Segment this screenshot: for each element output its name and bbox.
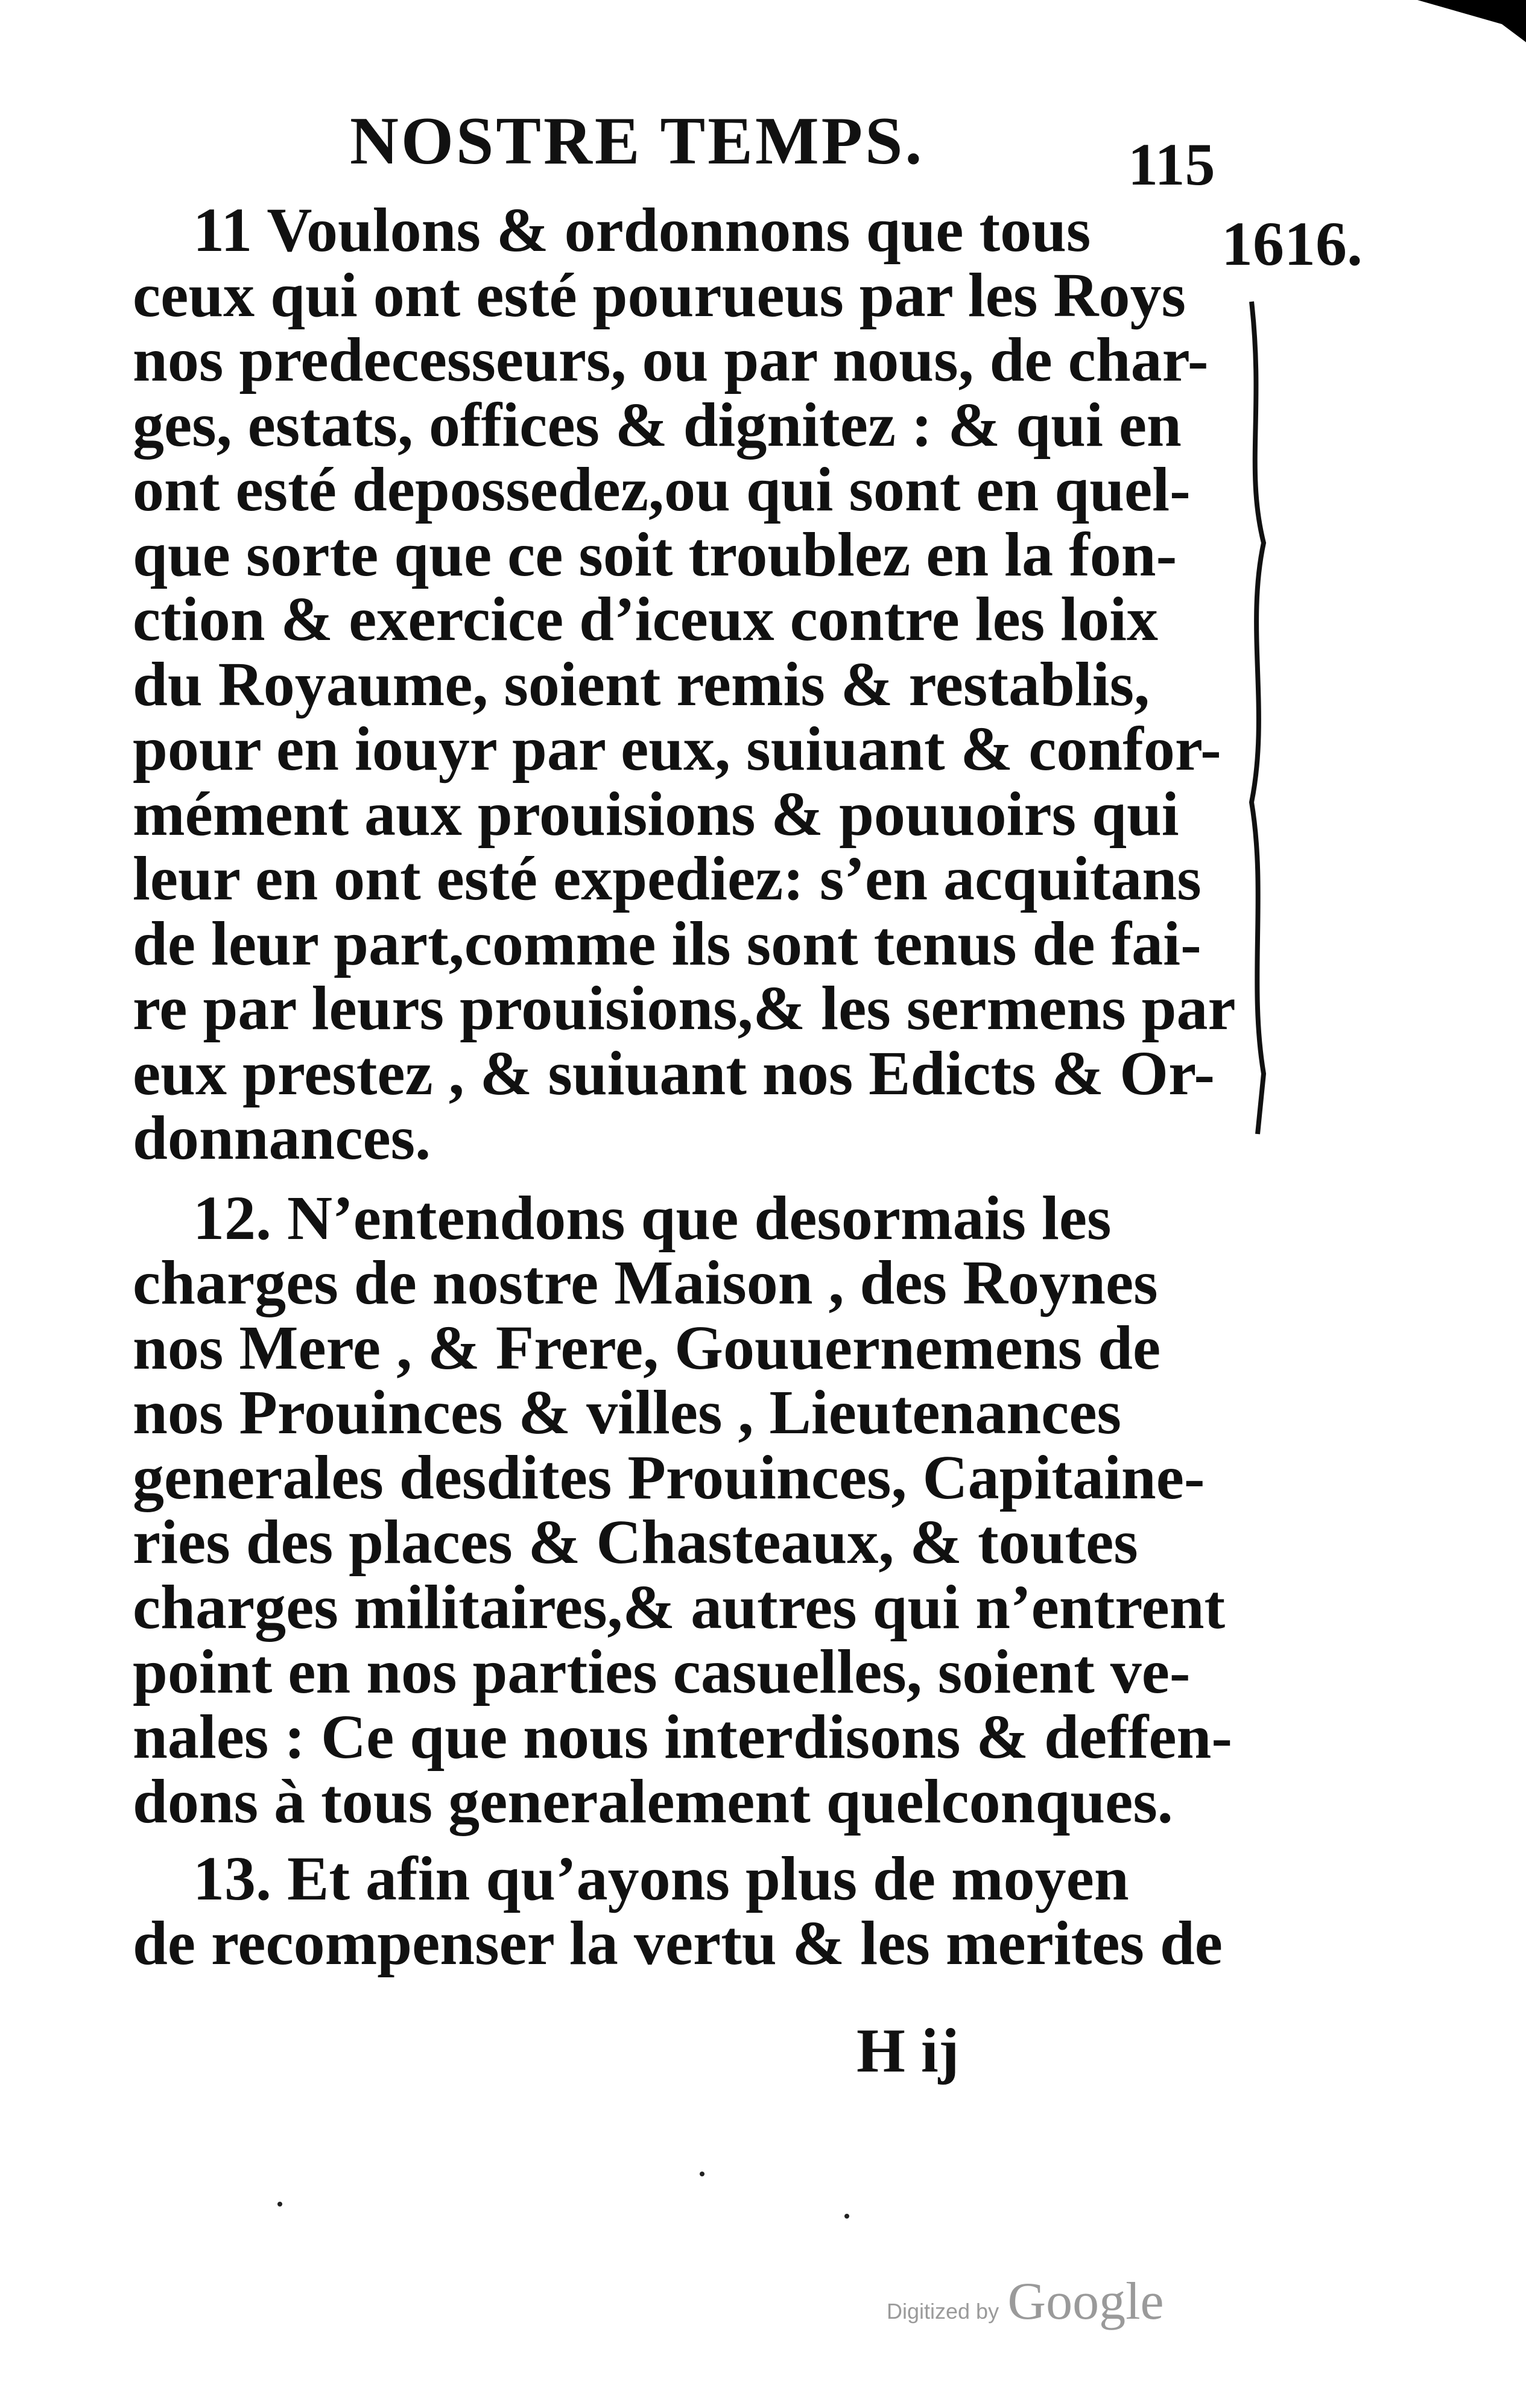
signature-mark: H ij [856, 2016, 960, 2085]
text-line: nales : Ce que nous interdisons & deffen- [133, 1702, 1232, 1772]
digitization-watermark [887, 2271, 1164, 2332]
text-line: donnances. [133, 1103, 431, 1173]
digitized-by-label: Digitized by [887, 2299, 999, 2324]
text-line: leur en ont esté expediez: s’en acquitans [133, 844, 1201, 913]
text-line: point en nos parties casuelles, soient ve- [133, 1637, 1191, 1706]
text-line: nos Prouinces & villes , Lieutenances [133, 1378, 1121, 1447]
speck [700, 2172, 704, 2176]
text-line: de leur part,comme ils sont tenus de fai- [133, 908, 1201, 978]
text-line: ries des places & Chasteaux, & toutes [133, 1507, 1138, 1577]
text-line: ont esté depossedez,ou qui sont en quel- [133, 455, 1191, 524]
text-line: de recompenser la vertu & les merites de [133, 1909, 1223, 1978]
corner-scan-mark [1381, 0, 1526, 42]
text-line: ges, estats, offices & dignitez : & qui en [133, 390, 1182, 460]
text-line: ceux qui ont esté pourueus par les Roys [133, 260, 1186, 330]
text-line: du Royaume, soient remis & restablis, [133, 649, 1150, 719]
text-line: que sorte que ce soit troublez en la fon- [133, 519, 1177, 589]
text-line: 12. N’entendons que desormais les [193, 1183, 1112, 1253]
page-number: 115 [1128, 131, 1215, 198]
margin-bracket-mark [1239, 290, 1276, 1146]
margin-year: 1616. [1221, 209, 1363, 279]
speck [277, 2202, 282, 2207]
text-line: dons à tous generalement quelconques. [133, 1767, 1173, 1836]
text-line: pour en iouyr par eux, suiuant & confor- [133, 714, 1221, 784]
google-logo: Google [1007, 2272, 1164, 2331]
text-line: charges de nostre Maison , des Roynes [133, 1248, 1158, 1317]
text-line: ction & exercice d’iceux contre les loix [133, 585, 1159, 654]
running-head: NOSTRE TEMPS. [350, 104, 925, 179]
text-line: charges militaires,& autres qui n’entrent [133, 1572, 1226, 1642]
text-line: nos predecesseurs, ou par nous, de char- [133, 325, 1209, 394]
speck [844, 2214, 849, 2219]
text-line: generales desdites Prouinces, Capitaine- [133, 1442, 1205, 1512]
text-line: mément aux prouisions & pouuoirs qui [133, 779, 1179, 849]
text-line: 13. Et afin qu’ayons plus de moyen [193, 1843, 1129, 1913]
text-line: 11 Voulons & ordonnons que tous [193, 195, 1091, 265]
text-line: nos Mere , & Frere, Gouuernemens de [133, 1313, 1161, 1383]
text-line: re par leurs prouisions,& les sermens par [133, 974, 1236, 1043]
text-line: eux prestez , & suiuant nos Edicts & Or- [133, 1038, 1215, 1108]
